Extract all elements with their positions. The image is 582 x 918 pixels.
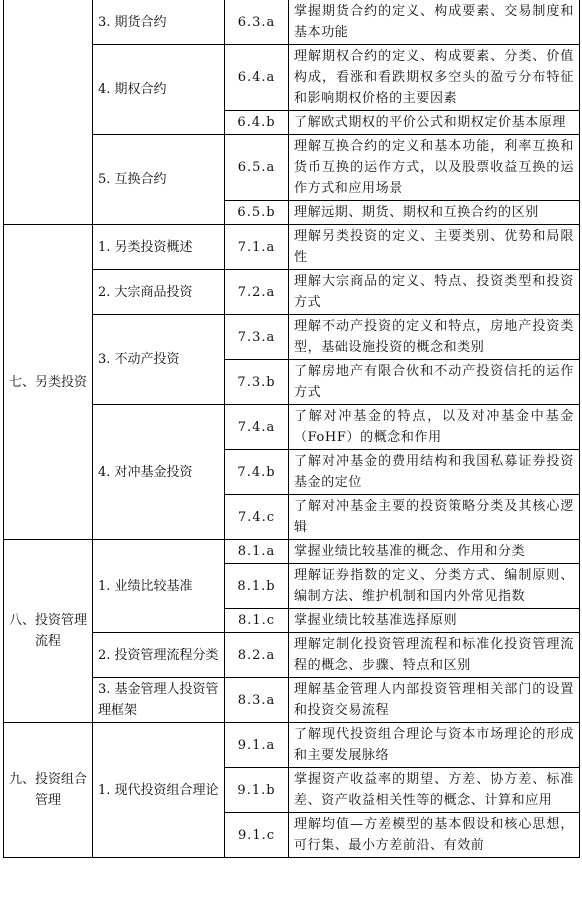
item-description-cell: 理解证券指数的定义、分类方式、编制原则、编制方法、维护机制和国内外常见指数 — [289, 564, 580, 609]
item-description-cell: 了解现代投资组合理论与资本市场理论的形成和主要发展脉络 — [289, 723, 580, 768]
item-description-cell: 了解欧式期权的平价公式和期权定价基本原理 — [289, 111, 580, 135]
subsection-title-cell: 2. 大宗商品投资 — [93, 270, 225, 315]
item-code-cell: 6.4.b — [225, 111, 289, 135]
item-description-cell: 掌握资产收益率的期望、方差、协方差、标准差、资产收益相关性等的概念、计算和应用 — [289, 768, 580, 813]
table-row — [4, 723, 580, 768]
item-description-cell: 理解期权合约的定义、构成要素、分类、价值构成，看涨和看跌期权多空头的盈亏分布特征和影响期权价格的主要因素 — [289, 45, 580, 111]
subsection-title-cell: 1. 业绩比较基准 — [93, 540, 225, 633]
item-code-cell: 6.3.a — [225, 0, 289, 45]
item-code-cell: 6.5.b — [225, 201, 289, 225]
subsection-title-cell: 1. 现代投资组合理论 — [93, 723, 225, 858]
item-description-cell: 理解均值—方差模型的基本假设和核心思想，可行集、最小方差前沿、有效前 — [289, 813, 580, 858]
item-description-cell: 了解对冲基金的费用结构和我国私募证券投资基金的定位 — [289, 450, 580, 495]
item-description-cell: 理解不动产投资的定义和特点，房地产投资类型，基础设施投资的概念和类别 — [289, 315, 580, 360]
item-code-cell: 6.5.a — [225, 135, 289, 201]
item-code-cell: 7.3.a — [225, 315, 289, 360]
item-code-cell: 9.1.c — [225, 813, 289, 858]
item-description-cell: 理解基金管理人内部投资管理相关部门的设置和投资交易流程 — [289, 678, 580, 723]
subsection-title-cell: 4. 期权合约 — [93, 45, 225, 135]
item-description-cell: 了解对冲基金主要的投资策略分类及其核心逻辑 — [289, 495, 580, 540]
table-row — [4, 540, 580, 564]
item-code-cell: 8.2.a — [225, 633, 289, 678]
item-description-cell: 理解互换合约的定义和基本功能，利率互换和货币互换的运作方式，以及股票收益互换的运作方式和应用场景 — [289, 135, 580, 201]
section-title-cell: 九、投资组合管理 — [4, 723, 93, 858]
item-code-cell: 7.4.a — [225, 405, 289, 450]
subsection-title-cell: 4. 对冲基金投资 — [93, 405, 225, 540]
item-code-cell: 7.2.a — [225, 270, 289, 315]
subsection-title-cell: 3. 基金管理人投资管理框架 — [93, 678, 225, 723]
item-code-cell: 8.1.b — [225, 564, 289, 609]
item-code-cell: 7.3.b — [225, 360, 289, 405]
subsection-title-cell: 1. 另类投资概述 — [93, 225, 225, 270]
syllabus-table-body — [4, 0, 580, 858]
section-title-cell — [4, 0, 93, 225]
item-code-cell: 9.1.b — [225, 768, 289, 813]
item-description-cell: 了解房地产有限合伙和不动产投资信托的运作方式 — [289, 360, 580, 405]
subsection-title-cell: 5. 互换合约 — [93, 135, 225, 225]
item-description-cell: 掌握期货合约的定义、构成要素、交易制度和基本功能 — [289, 0, 580, 45]
item-description-cell: 理解大宗商品的定义、特点、投资类型和投资方式 — [289, 270, 580, 315]
item-code-cell: 7.4.c — [225, 495, 289, 540]
item-description-cell: 掌握业绩比较基准选择原则 — [289, 609, 580, 633]
table-row — [4, 0, 580, 45]
subsection-title-cell: 3. 不动产投资 — [93, 315, 225, 405]
item-code-cell: 9.1.a — [225, 723, 289, 768]
table-row — [4, 225, 580, 270]
item-description-cell: 掌握业绩比较基准的概念、作用和分类 — [289, 540, 580, 564]
item-code-cell: 7.4.b — [225, 450, 289, 495]
item-code-cell: 8.1.c — [225, 609, 289, 633]
item-code-cell: 8.3.a — [225, 678, 289, 723]
syllabus-table — [3, 0, 580, 858]
item-code-cell: 6.4.a — [225, 45, 289, 111]
item-description-cell: 理解定制化投资管理流程和标准化投资管理流程的概念、步骤、特点和区别 — [289, 633, 580, 678]
section-title-cell: 七、另类投资 — [4, 225, 93, 540]
item-description-cell: 理解远期、期货、期权和互换合约的区别 — [289, 201, 580, 225]
subsection-title-cell: 3. 期货合约 — [93, 0, 225, 45]
item-description-cell: 理解另类投资的定义、主要类别、优势和局限性 — [289, 225, 580, 270]
item-code-cell: 8.1.a — [225, 540, 289, 564]
section-title-cell: 八、投资管理流程 — [4, 540, 93, 723]
item-code-cell: 7.1.a — [225, 225, 289, 270]
item-description-cell: 了解对冲基金的特点，以及对冲基金中基金（FoHF）的概念和作用 — [289, 405, 580, 450]
subsection-title-cell: 2. 投资管理流程分类 — [93, 633, 225, 678]
